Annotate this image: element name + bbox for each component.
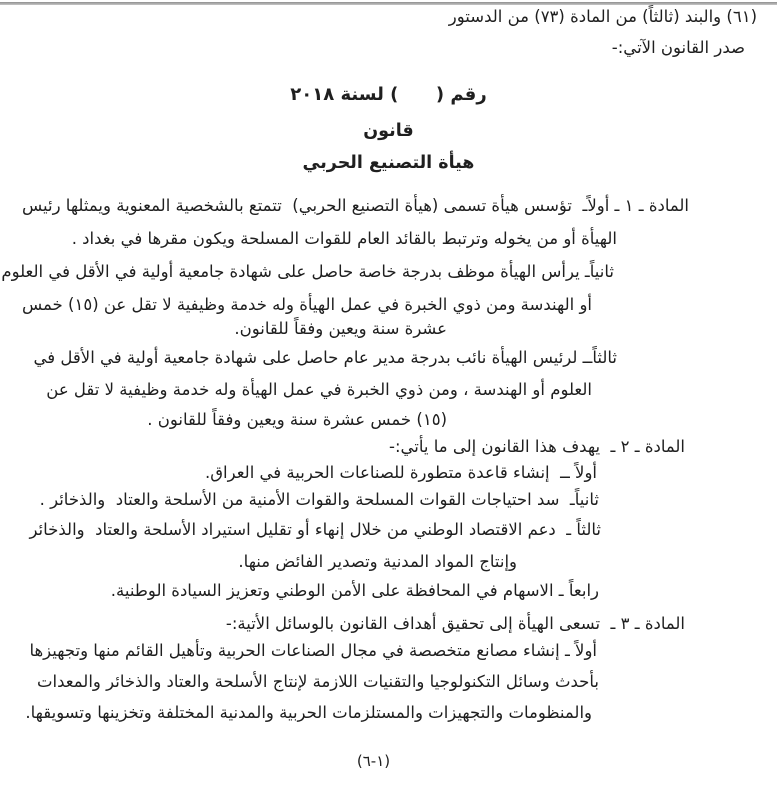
preamble-issuance-line: صدر القانون الآتي:- — [611, 38, 745, 57]
article-3-line-1: المادة ـ ٣ ـ تسعى الهيأة إلى تحقيق أهداف القانون بالوسائل الأتية:- — [225, 614, 685, 633]
article-2-clause-first: أولاً ــ إنشاء قاعدة متطورة للصناعات الحربية في العراق. — [204, 463, 597, 482]
article-1-clause-third-line-2: العلوم أو الهندسة ، ومن ذوي الخبرة في عمل الهيأة وله خدمة وظيفية لا تقل عن — [46, 380, 592, 399]
article-2-clause-second: ثانياًـ سد احتياجات القوات المسلحة والقوات الأمنية من الأسلحة والعتاد والذخائر . — [39, 490, 599, 509]
article-1-clause-second-line-3: عشرة سنة ويعين وفقاً للقانون. — [234, 319, 447, 338]
article-1-clause-third-line-1: ثالثاًــ لرئيس الهيأة نائب بدرجة مدير عام حاصل على شهادة جامعية أولية في الأقل في — [33, 348, 617, 367]
article-2-clause-third-line-1: ثالثاً ـ دعم الاقتصاد الوطني من خلال إنهاء أو تقليل استيراد الأسلحة والعتاد والذخائر — [29, 520, 601, 539]
law-word-title: قانون — [363, 121, 414, 141]
page-number: (١-٦) — [356, 752, 391, 770]
article-1-clause-second-line-2: أو الهندسة ومن ذوي الخبرة في عمل الهيأة وله خدمة وظيفية لا تقل عن (١٥) خمس — [21, 295, 592, 314]
article-3-clause-first-line-1: أولاً ـ إنشاء مصانع متخصصة في مجال الصناعات الحربية وتأهيل القائم منها وتجهيزها — [29, 641, 597, 660]
article-1-clause-third-line-3: (١٥) خمس عشرة سنة ويعين وفقاً للقانون . — [147, 410, 447, 429]
article-3-clause-first-line-3: والمنظومات والتجهيزات والمستلزمات الحربية والمدنية المختلفة وتخزينها وتسويقها. — [25, 703, 592, 722]
law-number-year-title: رقم ( ) لسنة ٢٠١٨ — [290, 84, 487, 105]
article-2-clause-third-line-2: وإنتاج المواد المدنية وتصدير الفائض منها. — [238, 552, 517, 571]
article-1-clause-second-line-1: ثانياًـ يرأس الهيأة موظف بدرجة خاصة حاصل على شهادة جامعية أولية في الأقل في العلوم — [1, 262, 614, 281]
law-name-title: هيأة التصنيع الحربي — [302, 153, 475, 173]
article-1-line-2: الهيأة أو من يخوله وترتبط بالقائد العام للقوات المسلحة ويكون مقرها في بغداد . — [71, 229, 617, 248]
article-2-clause-fourth: رابعاً ـ الاسهام في المحافظة على الأمن الوطني وتعزيز السيادة الوطنية. — [110, 581, 599, 600]
article-2-line-1: المادة ـ ٢ ـ يهدف هذا القانون إلى ما يأتي:- — [388, 437, 685, 456]
article-1-line-1: المادة ـ ١ ـ أولاًـ تؤسس هيأة تسمى (هيأة التصنيع الحربي) تتمتع بالشخصية المعنوية ويمثلها رئيس — [21, 196, 689, 215]
article-3-clause-first-line-2: بأحدث وسائل التكنولوجيا والتقنيات اللازمة لإنتاج الأسلحة والعتاد والذخائر والمعدات — [37, 672, 599, 691]
preamble-constitution-line: (٦١) والبند (ثالثاً) من المادة (٧٣) من الدستور — [448, 7, 757, 26]
page-top-scan-edge-line — [0, 2, 777, 5]
